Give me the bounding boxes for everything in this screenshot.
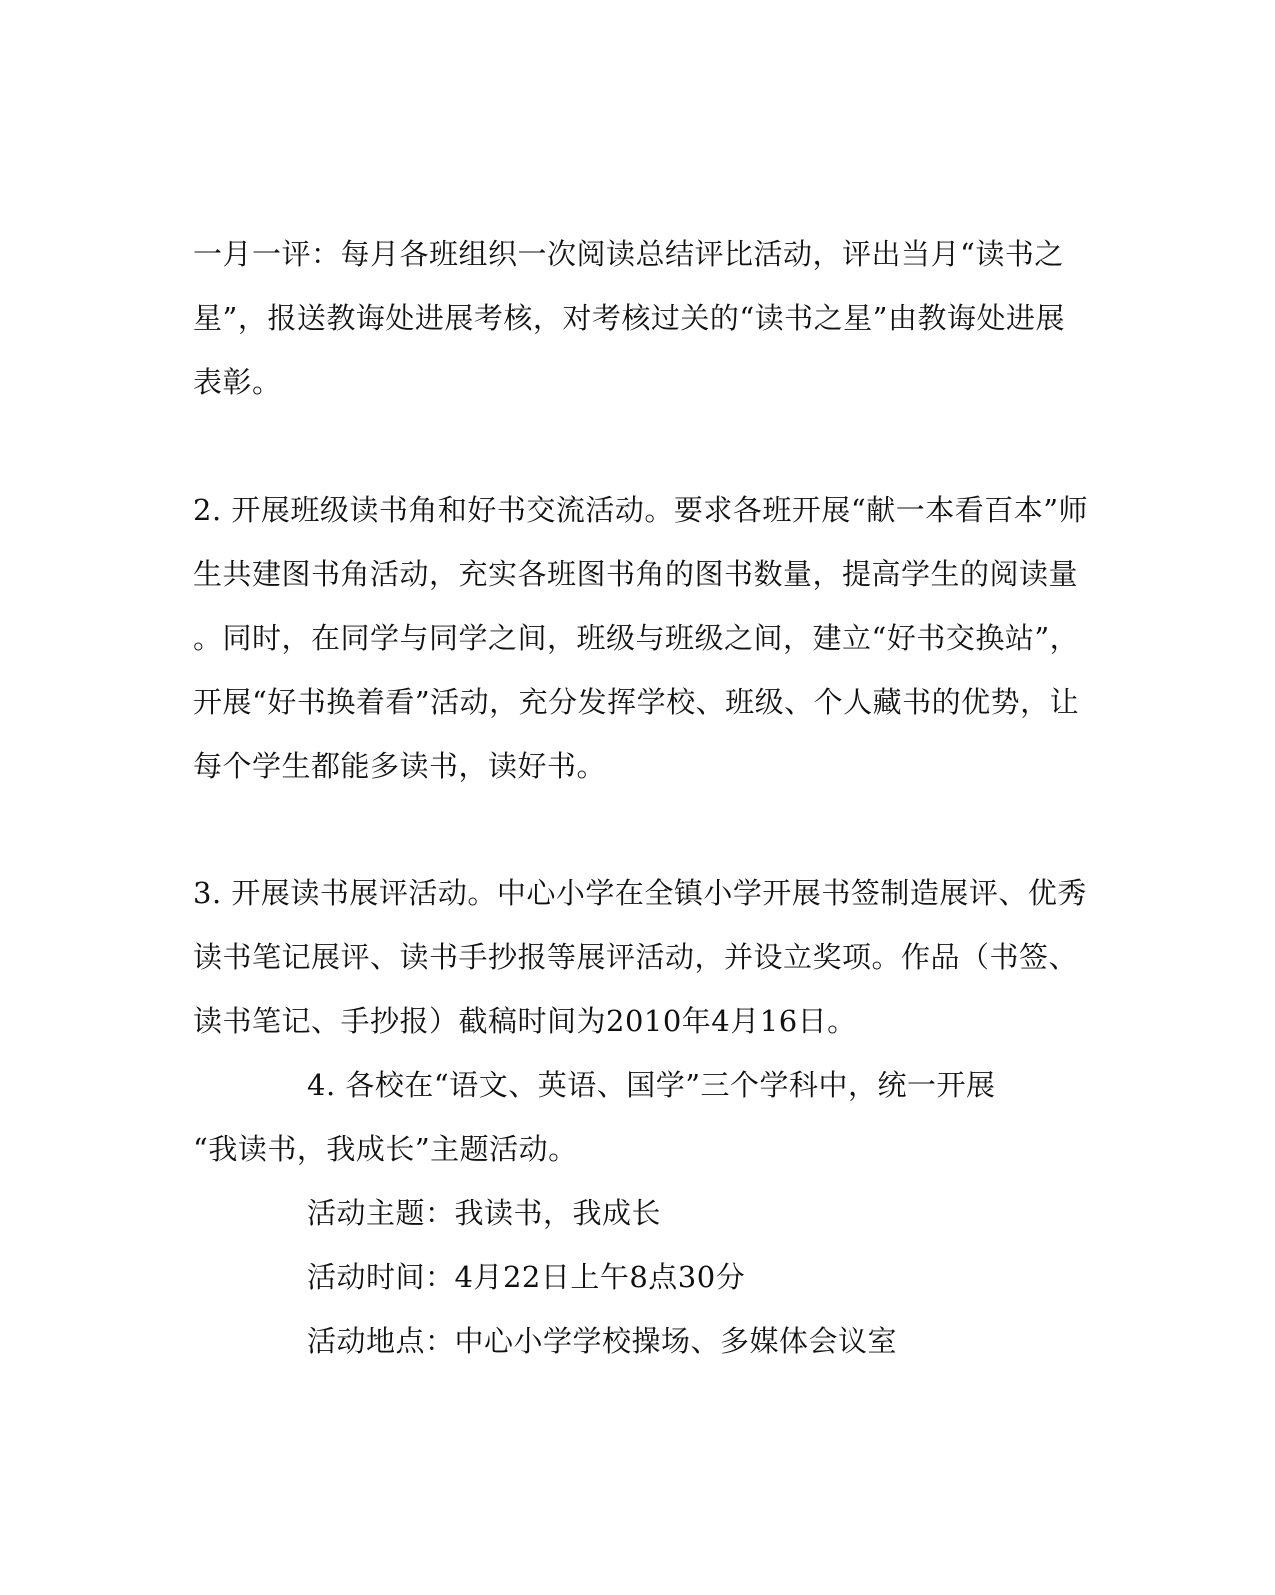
activity-time: 活动时间：4月22日上午8点30分 <box>307 1260 746 1294</box>
paragraph2-line4: 开展“好书换着看”活动，充分发挥学校、班级、个人藏书的优势，让 <box>193 685 1080 719</box>
paragraph2-line5: 每个学生都能多读书，读好书。 <box>193 749 607 783</box>
paragraph2-line2: 生共建图书角活动，充实各班图书角的图书数量，提高学生的阅读量 <box>193 557 1079 591</box>
paragraph3-line3: 读书笔记、手抄报）截稿时间为2010年4月16日。 <box>193 1004 857 1038</box>
paragraph1-line1: 一月一评：每月各班组织一次阅读总结评比活动，评出当月“读书之 <box>193 237 1064 271</box>
paragraph4-line1: 4. 各校在“语文、英语、国学”三个学科中，统一开展 <box>307 1068 996 1102</box>
paragraph1-line3: 表彰。 <box>193 365 282 399</box>
paragraph2-line3: 。同时，在同学与同学之间，班级与班级之间，建立“好书交换站”， <box>193 621 1080 655</box>
paragraph3-line1: 3. 开展读书展评活动。中心小学在全镇小学开展书签制造展评、优秀 <box>193 876 1087 910</box>
paragraph3-line2: 读书笔记展评、读书手抄报等展评活动，并设立奖项。作品（书签、 <box>193 940 1079 974</box>
paragraph4-line2: “我读书，我成长”主题活动。 <box>193 1132 578 1166</box>
paragraph2-line1: 2. 开展班级读书角和好书交流活动。要求各班开展“献一本看百本”师 <box>193 493 1089 527</box>
activity-place: 活动地点：中心小学学校操场、多媒体会议室 <box>307 1324 898 1358</box>
activity-theme: 活动主题：我读书，我成长 <box>307 1196 662 1230</box>
paragraph1-line2: 星”，报送教诲处进展考核，对考核过关的“读书之星”由教诲处进展 <box>193 301 1065 335</box>
